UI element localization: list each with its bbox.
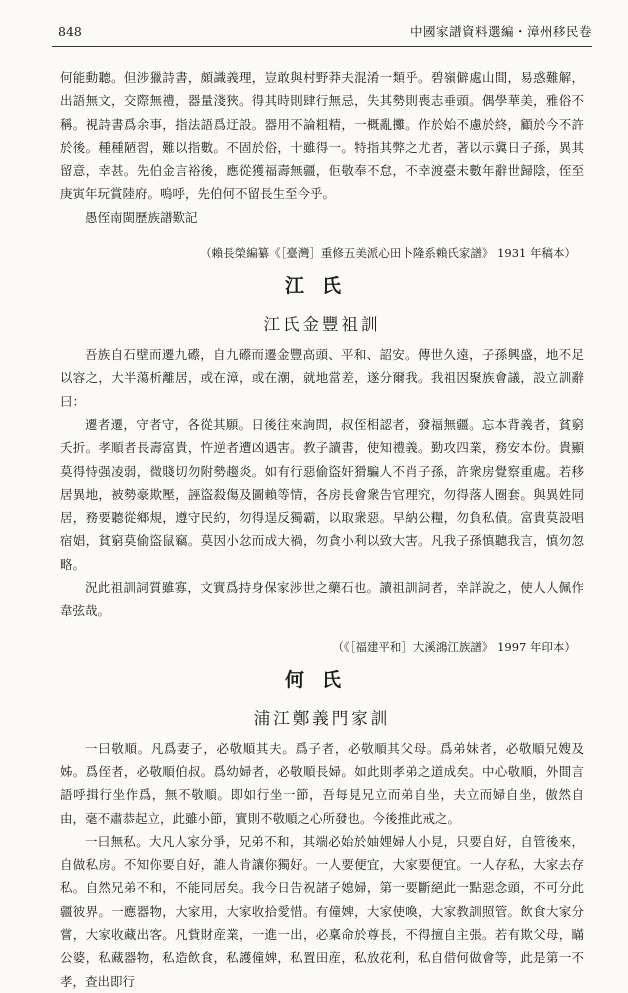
surname-heading: 江氏 — [284, 275, 359, 298]
running-title: 中國家譜資料選編・漳州移民卷 — [409, 24, 592, 39]
source-attribution: （《［福建平和］大溪鴻江族譜》 1997 年印本） — [332, 639, 576, 654]
surname-heading: 何氏 — [284, 668, 359, 691]
body-paragraph: 一曰無私。大凡人家分爭，兄弟不和，其端必始於妯娌婦人小見，只要自好，自管後來，自做私房。不知你要自好，誰人肯讓你獨好。一人要便宜，大家要便宜。一人存私，大家去存私。自然兄弟不和，不能同居矣。我今日告祝諸子媳婦，第一要斷絕此一點惡念頭，不可分此疆彼界。一應器物，大家用，大家收拾愛惜。有僮婢，大家使喚，大家教訓照管。飲食大家分嘗，大家收藏出客。凡貲財産業，一進一出，必稟命於尊長，不得擅自主張。若有欺父母，瞞公婆，私藏器物，私造飲食，私護僮婢，私置田産，私放花利，私自借何做會等，此是第一不孝，查出即行 — [60, 833, 584, 989]
body-paragraph: 何能動聽。但涉獵詩書，頗識義理，豈敢與村野莽夫混淆一類乎。碧嶺僻處山間，易惑難解，出語無文，交際無禮，器量淺狹。得其時則肆行無忌，失其勢則喪志垂頭。偶學華美，雅俗不稱。視詩書爲余事，指法語爲迂設。器用不論粗精，一概亂攤。作於始不慮於終，顧於今不許於後。種種陋習，難以指數。不固於俗，十雖得一。特指其弊之尤者，著以示冀日子孫，異其留意，幸甚。先伯金言裕後，應從獲福壽無疆，佢敬奉不怠，不幸渡臺未數年辭世歸陰，侄至庚寅年玩賞陸府。嗚呼，先伯何不留長生至今乎。 — [60, 70, 584, 202]
page-body — [60, 66, 584, 993]
body-paragraph: 況此祖訓詞質雖寡，文實爲持身保家涉世之藥石也。讀祖訓詞者，幸詳說之，使人人佩作韋弦哉。 — [60, 580, 584, 619]
body-paragraph: 遷者遷，守者守，各從其願。日後往來詢問，叔侄相認者，發福無疆。忘本背義者，貧窮夭折。孝順者長壽富貴，忤逆者遭凶遇害。教子讀書，使知禮義。勤攻四業，務安本份。貴顯莫得恃强凌弱，微賤切勿附勢趨炎。如有行惡偷盜奸猾騙人不肖子孫，許衆房覺察重處。若移居異地，被勢豪欺壓，誣盜殺傷及圖賴等情，各房長會衆告官理究，勿得落人圈套。與異姓同居，務要聽從鄉規，遵守民約，勿得逞反獨霸，以取衆惡。早納公糧，勿負私債。富貴莫設唱宿娼，貧窮莫偷盜鼠竊。莫因小忿而成大禍，勿貪小利以致大害。凡我子孫慎聽我言，慎勿忽略。 — [60, 416, 584, 572]
body-paragraph: 一曰敬順。凡爲妻子，必敬順其夫。爲子者，必敬順其父母。爲弟妹者，必敬順兄嫂及姊。爲侄者，必敬順伯叔。爲幼婦者，必敬順長婦。如此則孝弟之道成矣。中心敬順，外間言語呼揖行坐作爲，無不敬順。即如行坐一節，吾每見兄立而弟自坐，夫立而婦自坐，傲然自由，毫不肅恭起立，此雖小節，實則不敬順之心所發也。今後推此戒之。 — [60, 740, 584, 826]
source-attribution: （賴長榮編纂《［臺灣］重修五美派心田卜隆系賴氏家譜》 1931 年稿本） — [200, 246, 576, 261]
document-title: 浦江鄭義門家訓 — [253, 708, 391, 728]
body-paragraph: 吾族自石壁而遷九礤，自九礤而遷金豐高頭、平和、詔安。傳世久遠，子孫興盛，地不足以容之，大半蕩析離居，或在漳，或在潮，就地當差，遂分爾我。我祖因聚族會議，設立訓辭曰： — [60, 347, 584, 409]
signature-line: 愚侄南閩歷族譜歎記 — [85, 209, 198, 225]
header-rule — [52, 46, 592, 47]
page-header — [52, 22, 592, 42]
document-title: 江氏金豐祖訓 — [263, 315, 381, 335]
page-number: 848 — [58, 24, 82, 39]
